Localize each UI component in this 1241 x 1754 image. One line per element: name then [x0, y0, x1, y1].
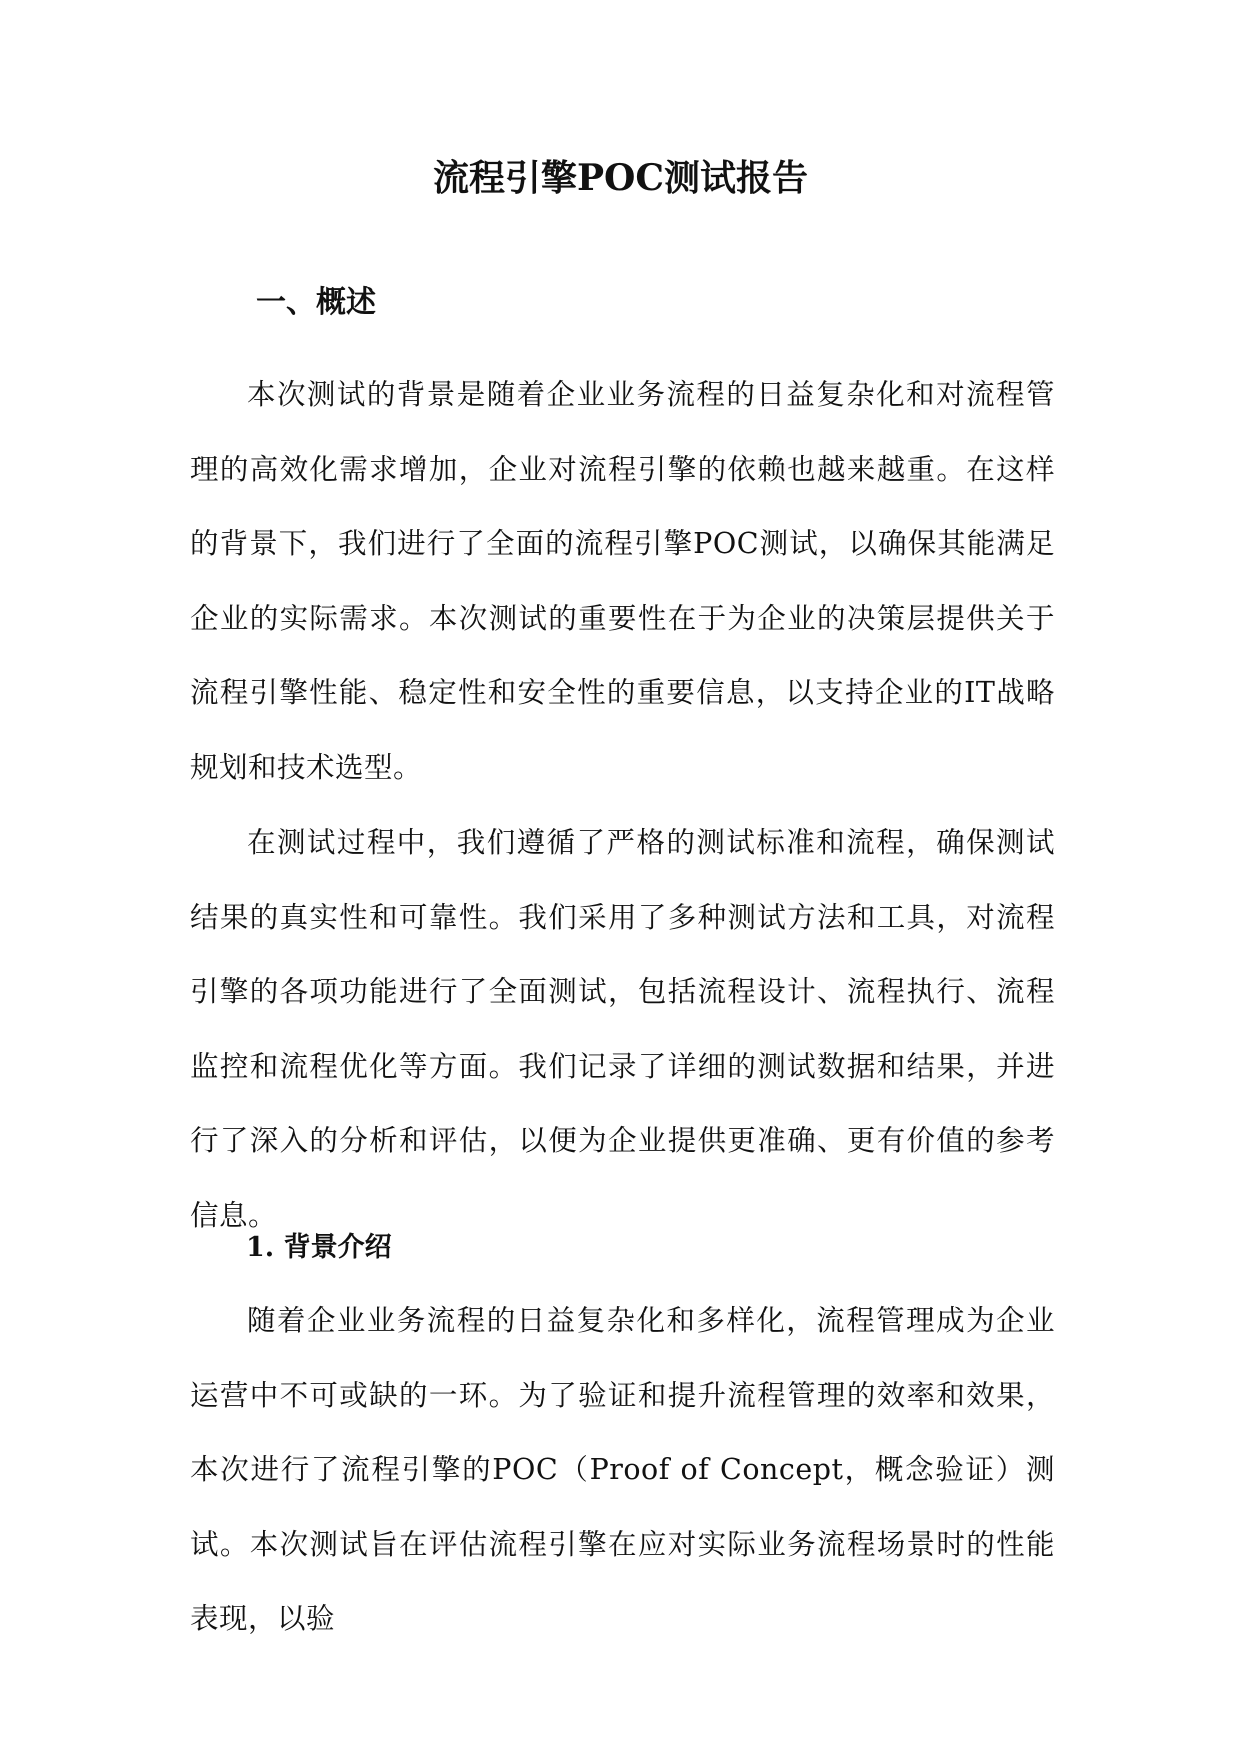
- subsection-heading-background: 1. 背景介绍: [246, 1232, 392, 1263]
- section-heading-overview: 一、概述: [256, 285, 376, 320]
- document-title: 流程引擎POC测试报告: [432, 157, 809, 199]
- overview-paragraph-1: 本次测试的背景是随着企业业务流程的日益复杂化和对流程管理的高效化需求增加，企业对流程引擎的依赖也越来越重。在这样的背景下，我们进行了全面的流程引擎POC测试，以确保其能满足企业的实际需求。本次测试的重要性在于为企业的决策层提供关于流程引擎性能、稳定性和安全性的重要信息，以支持企业的IT战略规划和技术选型。: [190, 378, 1055, 784]
- overview-paragraph-2: 在测试过程中，我们遵循了严格的测试标准和流程，确保测试结果的真实性和可靠性。我们采用了多种测试方法和工具，对流程引擎的各项功能进行了全面测试，包括流程设计、流程执行、流程监控和流程优化等方面。我们记录了详细的测试数据和结果，并进行了深入的分析和评估，以便为企业提供更准确、更有价值的参考信息。: [190, 826, 1055, 1232]
- background-paragraph: 随着企业业务流程的日益复杂化和多样化，流程管理成为企业运营中不可或缺的一环。为了验证和提升流程管理的效率和效果，本次进行了流程引擎的POC（Proof of Concept，概念验证）测试。本次测试旨在评估流程引擎在应对实际业务流程场景时的性能表现，以验: [190, 1304, 1055, 1635]
